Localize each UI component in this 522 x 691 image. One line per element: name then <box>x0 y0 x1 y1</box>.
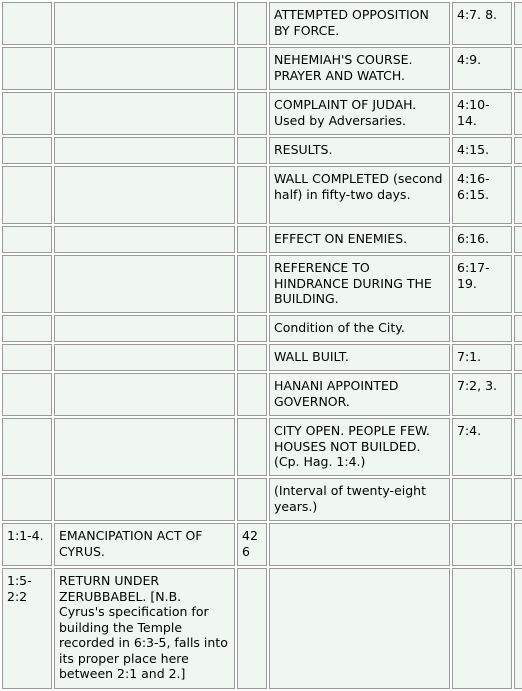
topic-b-cell: EFFECT ON ENEMIES. <box>269 226 450 253</box>
topic-b-cell: RESULTS. <box>269 137 450 164</box>
table-row <box>2 373 522 416</box>
reference-a-cell: 1:1-4. <box>2 523 52 566</box>
outline-table-body <box>2 2 522 689</box>
reference-a-cell <box>2 166 52 224</box>
topic-a-cell <box>54 92 235 135</box>
topic-a-cell <box>54 226 235 253</box>
spacer-cell <box>514 568 522 689</box>
reference-b-cell: 7:2, 3. <box>452 373 512 416</box>
table-row <box>2 2 522 45</box>
year-cell <box>237 2 267 45</box>
topic-b-cell: HANANI APPOINTED GOVERNOR. <box>269 373 450 416</box>
topic-b-cell: ATTEMPTED OPPOSITION BY FORCE. <box>269 2 450 45</box>
topic-b-cell: CITY OPEN. PEOPLE FEW. HOUSES NOT BUILDED. (Cp. Hag. 1:4.) <box>269 418 450 476</box>
reference-b-cell: 6:16. <box>452 226 512 253</box>
year-cell <box>237 418 267 476</box>
topic-b-cell: Condition of the City. <box>269 315 450 342</box>
year-cell <box>237 344 267 371</box>
topic-a-cell <box>54 315 235 342</box>
year-cell <box>237 255 267 313</box>
spacer-cell <box>514 315 522 342</box>
year-cell <box>237 137 267 164</box>
spacer-cell <box>514 255 522 313</box>
topic-a-cell <box>54 344 235 371</box>
topic-a-cell: RETURN UNDER ZERUBBABEL. [N.B. Cyrus's specification for building the Temple recorded in 6:3-5, falls into its proper place here between 2:1 and 2.] <box>54 568 235 689</box>
table-row <box>2 255 522 313</box>
reference-a-cell <box>2 373 52 416</box>
reference-a-cell <box>2 315 52 342</box>
table-row <box>2 315 522 342</box>
spacer-cell <box>514 166 522 224</box>
table-row <box>2 92 522 135</box>
topic-a-cell <box>54 137 235 164</box>
reference-b-cell: 4:15. <box>452 137 512 164</box>
table-row <box>2 523 522 566</box>
reference-b-cell <box>452 478 512 521</box>
reference-b-cell: 4:7. 8. <box>452 2 512 45</box>
year-cell <box>237 478 267 521</box>
spacer-cell <box>514 418 522 476</box>
reference-b-cell <box>452 523 512 566</box>
topic-a-cell <box>54 478 235 521</box>
spacer-cell <box>514 137 522 164</box>
reference-a-cell: 1:5-2:2 <box>2 568 52 689</box>
table-row <box>2 47 522 90</box>
reference-a-cell <box>2 47 52 90</box>
topic-a-cell <box>54 418 235 476</box>
reference-b-cell: 7:4. <box>452 418 512 476</box>
topic-b-cell: WALL COMPLETED (second half) in fifty-two days. <box>269 166 450 224</box>
reference-b-cell <box>452 568 512 689</box>
table-row <box>2 166 522 224</box>
topic-a-cell <box>54 47 235 90</box>
table-row <box>2 478 522 521</box>
year-cell <box>237 315 267 342</box>
topic-a-cell <box>54 373 235 416</box>
spacer-cell <box>514 373 522 416</box>
reference-a-cell <box>2 344 52 371</box>
spacer-cell <box>514 478 522 521</box>
topic-a-cell <box>54 2 235 45</box>
table-row <box>2 418 522 476</box>
table-row <box>2 568 522 689</box>
year-cell <box>237 373 267 416</box>
year-cell <box>237 166 267 224</box>
reference-b-cell: 6:17-19. <box>452 255 512 313</box>
reference-a-cell <box>2 418 52 476</box>
table-row <box>2 226 522 253</box>
reference-a-cell <box>2 2 52 45</box>
topic-b-cell: NEHEMIAH'S COURSE. PRAYER AND WATCH. <box>269 47 450 90</box>
topic-b-cell <box>269 568 450 689</box>
reference-a-cell <box>2 255 52 313</box>
spacer-cell <box>514 47 522 90</box>
reference-b-cell: 4:16-6:15. <box>452 166 512 224</box>
reference-a-cell <box>2 92 52 135</box>
topic-b-cell <box>269 523 450 566</box>
year-cell <box>237 226 267 253</box>
spacer-cell <box>514 344 522 371</box>
reference-b-cell: 4:10-14. <box>452 92 512 135</box>
spacer-cell <box>514 92 522 135</box>
year-cell <box>237 47 267 90</box>
topic-b-cell: WALL BUILT. <box>269 344 450 371</box>
year-cell <box>237 92 267 135</box>
topic-a-cell: EMANCIPATION ACT OF CYRUS. <box>54 523 235 566</box>
year-cell: 426 <box>237 523 267 566</box>
topic-b-cell: (Interval of twenty-eight years.) <box>269 478 450 521</box>
topic-a-cell <box>54 255 235 313</box>
spacer-cell <box>514 2 522 45</box>
reference-a-cell <box>2 137 52 164</box>
topic-b-cell: REFERENCE TO HINDRANCE DURING THE BUILDING. <box>269 255 450 313</box>
table-row <box>2 137 522 164</box>
topic-b-cell: COMPLAINT OF JUDAH. Used by Adversaries. <box>269 92 450 135</box>
spacer-cell <box>514 523 522 566</box>
reference-b-cell <box>452 315 512 342</box>
table-row <box>2 344 522 371</box>
reference-b-cell: 7:1. <box>452 344 512 371</box>
reference-a-cell <box>2 478 52 521</box>
reference-a-cell <box>2 226 52 253</box>
spacer-cell <box>514 226 522 253</box>
year-cell <box>237 568 267 689</box>
reference-b-cell: 4:9. <box>452 47 512 90</box>
topic-a-cell <box>54 166 235 224</box>
